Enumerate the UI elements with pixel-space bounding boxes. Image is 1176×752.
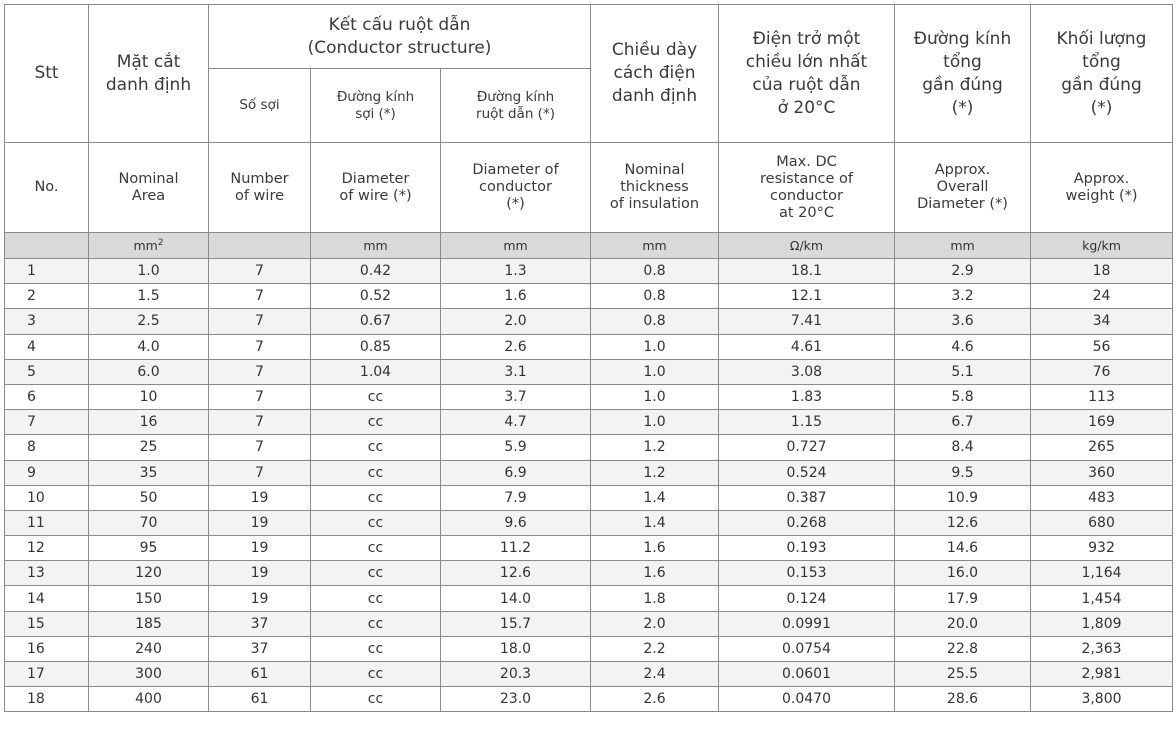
table-cell: 0.52 — [311, 284, 441, 309]
table-row — [5, 334, 1173, 359]
table-cell: 19 — [209, 485, 311, 510]
table-cell: 240 — [89, 636, 209, 661]
header-num-wire-en: Number of wire — [209, 143, 311, 233]
header-nominal-area-vi: Mặt cắt danh định — [89, 5, 209, 143]
table-cell: 0.0991 — [719, 611, 895, 636]
table-cell: cc — [311, 586, 441, 611]
table-cell: 7 — [209, 410, 311, 435]
table-cell: 0.727 — [719, 435, 895, 460]
table-cell: 12 — [5, 536, 89, 561]
table-cell: 0.0754 — [719, 636, 895, 661]
table-cell: 6.9 — [441, 460, 591, 485]
table-cell: 2,981 — [1031, 662, 1173, 687]
header-weight-en: Approx. weight (*) — [1031, 143, 1173, 233]
table-cell: 18.1 — [719, 259, 895, 284]
table-cell: 17.9 — [895, 586, 1031, 611]
table-cell: 1.6 — [591, 561, 719, 586]
table-cell: cc — [311, 561, 441, 586]
table-cell: 185 — [89, 611, 209, 636]
table-cell: 15.7 — [441, 611, 591, 636]
table-cell: 9 — [5, 460, 89, 485]
table-cell: 5 — [5, 359, 89, 384]
unit-cell: mm — [895, 233, 1031, 259]
table-cell: 113 — [1031, 384, 1173, 409]
table-cell: 25 — [89, 435, 209, 460]
table-cell: cc — [311, 485, 441, 510]
table-cell: 9.6 — [441, 510, 591, 535]
table-cell: cc — [311, 460, 441, 485]
table-cell: 0.268 — [719, 510, 895, 535]
table-row — [5, 410, 1173, 435]
table-cell: 37 — [209, 611, 311, 636]
table-cell: 6.0 — [89, 359, 209, 384]
table-cell: 15 — [5, 611, 89, 636]
table-cell: 0.0470 — [719, 687, 895, 712]
table-cell: 95 — [89, 536, 209, 561]
table-cell: 4.0 — [89, 334, 209, 359]
table-cell: 20.3 — [441, 662, 591, 687]
table-row — [5, 536, 1173, 561]
table-cell: 1.0 — [591, 384, 719, 409]
table-cell: 3.08 — [719, 359, 895, 384]
table-cell: 14.6 — [895, 536, 1031, 561]
table-cell: 8.4 — [895, 435, 1031, 460]
header-num-wire-vi: Số sợi — [209, 69, 311, 143]
table-cell: 23.0 — [441, 687, 591, 712]
table-cell: 120 — [89, 561, 209, 586]
table-cell: 169 — [1031, 410, 1173, 435]
table-cell: 1.3 — [441, 259, 591, 284]
table-cell: 1,164 — [1031, 561, 1173, 586]
table-cell: 1.6 — [591, 536, 719, 561]
table-row — [5, 485, 1173, 510]
table-cell: cc — [311, 662, 441, 687]
table-cell: 3.1 — [441, 359, 591, 384]
table-cell: 0.8 — [591, 259, 719, 284]
table-cell: 2.4 — [591, 662, 719, 687]
table-cell: 12.6 — [895, 510, 1031, 535]
table-cell: 1.2 — [591, 435, 719, 460]
table-row — [5, 259, 1173, 284]
unit-cell: mm — [441, 233, 591, 259]
table-cell: 19 — [209, 510, 311, 535]
header-resistance-vi: Điện trở một chiều lớn nhất của ruột dẫn ở 20°C — [719, 5, 895, 143]
table-cell: 35 — [89, 460, 209, 485]
table-cell: 3 — [5, 309, 89, 334]
table-cell: 1.8 — [591, 586, 719, 611]
unit-cell — [5, 233, 89, 259]
table-cell: 2.2 — [591, 636, 719, 661]
table-cell: 19 — [209, 536, 311, 561]
table-cell: 0.124 — [719, 586, 895, 611]
table-cell: 17 — [5, 662, 89, 687]
table-cell: 34 — [1031, 309, 1173, 334]
table-cell: cc — [311, 410, 441, 435]
table-cell: 4.7 — [441, 410, 591, 435]
table-cell: 1.0 — [89, 259, 209, 284]
header-diameter-wire-vi: Đường kính sợi (*) — [311, 69, 441, 143]
header-diameter-wire-en: Diameter of wire (*) — [311, 143, 441, 233]
table-cell: 7 — [209, 435, 311, 460]
table-cell: 5.9 — [441, 435, 591, 460]
table-cell: 9.5 — [895, 460, 1031, 485]
table-cell: 16 — [89, 410, 209, 435]
table-cell: 2.5 — [89, 309, 209, 334]
header-overall-diameter-vi: Đường kính tổng gần đúng (*) — [895, 5, 1031, 143]
table-cell: 2.6 — [591, 687, 719, 712]
table-cell: cc — [311, 384, 441, 409]
table-cell: 16.0 — [895, 561, 1031, 586]
table-cell: 7 — [209, 460, 311, 485]
table-cell: 3.6 — [895, 309, 1031, 334]
table-cell: 7 — [209, 334, 311, 359]
table-cell: 1.5 — [89, 284, 209, 309]
table-row — [5, 662, 1173, 687]
units-row — [5, 233, 1173, 259]
table-row — [5, 284, 1173, 309]
table-cell: 0.387 — [719, 485, 895, 510]
table-cell: 3,800 — [1031, 687, 1173, 712]
table-cell: 1,454 — [1031, 586, 1173, 611]
table-body — [5, 259, 1173, 712]
table-cell: 2.9 — [895, 259, 1031, 284]
table-row — [5, 561, 1173, 586]
header-insulation-vi: Chiều dày cách điện danh định — [591, 5, 719, 143]
header-conductor-structure: Kết cấu ruột dẫn (Conductor structure) — [209, 5, 591, 69]
table-cell: 70 — [89, 510, 209, 535]
table-row — [5, 636, 1173, 661]
table-cell: 14.0 — [441, 586, 591, 611]
table-cell: 7 — [209, 284, 311, 309]
table-cell: 61 — [209, 687, 311, 712]
table-cell: 37 — [209, 636, 311, 661]
table-cell: 1 — [5, 259, 89, 284]
table-cell: 0.524 — [719, 460, 895, 485]
table-cell: 16 — [5, 636, 89, 661]
table-row — [5, 309, 1173, 334]
table-cell: 400 — [89, 687, 209, 712]
table-cell: 150 — [89, 586, 209, 611]
table-cell: cc — [311, 636, 441, 661]
table-cell: 56 — [1031, 334, 1173, 359]
table-cell: 1.15 — [719, 410, 895, 435]
table-cell: 13 — [5, 561, 89, 586]
table-row — [5, 460, 1173, 485]
table-cell: 1.4 — [591, 510, 719, 535]
table-row — [5, 435, 1173, 460]
table-cell: 10.9 — [895, 485, 1031, 510]
table-cell: 8 — [5, 435, 89, 460]
table-cell: 1.04 — [311, 359, 441, 384]
unit-cell: mm — [311, 233, 441, 259]
table-cell: 76 — [1031, 359, 1173, 384]
table-cell: 7.9 — [441, 485, 591, 510]
table-cell: 2.6 — [441, 334, 591, 359]
table-cell: 265 — [1031, 435, 1173, 460]
table-cell: 7.41 — [719, 309, 895, 334]
table-cell: 28.6 — [895, 687, 1031, 712]
table-row — [5, 586, 1173, 611]
table-cell: 7 — [5, 410, 89, 435]
table-cell: 1.6 — [441, 284, 591, 309]
table-cell: 4.6 — [895, 334, 1031, 359]
table-cell: 0.85 — [311, 334, 441, 359]
table-cell: 1.0 — [591, 410, 719, 435]
unit-cell-area: $mm^2$ — [89, 233, 209, 259]
unit-cell: kg/km — [1031, 233, 1173, 259]
table-cell: 7 — [209, 384, 311, 409]
table-cell: 25.5 — [895, 662, 1031, 687]
table-cell: 360 — [1031, 460, 1173, 485]
table-row — [5, 611, 1173, 636]
table-cell: 3.7 — [441, 384, 591, 409]
table-cell: 22.8 — [895, 636, 1031, 661]
table-cell: 7 — [209, 309, 311, 334]
table-cell: 2,363 — [1031, 636, 1173, 661]
header-no-en: No. — [5, 143, 89, 233]
table-cell: 0.153 — [719, 561, 895, 586]
table-cell: 2.0 — [591, 611, 719, 636]
table-cell: cc — [311, 510, 441, 535]
header-stt: Stt — [5, 5, 89, 143]
table-cell: cc — [311, 435, 441, 460]
header-insulation-en: Nominal thickness of insulation — [591, 143, 719, 233]
table-row — [5, 510, 1173, 535]
table-cell: 680 — [1031, 510, 1173, 535]
table-cell: 1.4 — [591, 485, 719, 510]
table-cell: 18.0 — [441, 636, 591, 661]
header-diameter-conductor-en: Diameter of conductor (*) — [441, 143, 591, 233]
table-cell: 20.0 — [895, 611, 1031, 636]
table-cell: 12.1 — [719, 284, 895, 309]
table-cell: 19 — [209, 561, 311, 586]
table-cell: 2 — [5, 284, 89, 309]
table-cell: 6.7 — [895, 410, 1031, 435]
unit-cell: Ω/km — [719, 233, 895, 259]
table-row — [5, 687, 1173, 712]
header-diameter-conductor-vi: Đường kính ruột dẫn (*) — [441, 69, 591, 143]
table-cell: 14 — [5, 586, 89, 611]
table-cell: 3.2 — [895, 284, 1031, 309]
table-cell: 300 — [89, 662, 209, 687]
cable-spec-table — [4, 4, 1173, 712]
table-cell: cc — [311, 687, 441, 712]
table-cell: 4.61 — [719, 334, 895, 359]
table-cell: 10 — [5, 485, 89, 510]
header-resistance-en: Max. DC resistance of conductor at 20°C — [719, 143, 895, 233]
table-cell: 5.1 — [895, 359, 1031, 384]
table-cell: 1.83 — [719, 384, 895, 409]
table-cell: 0.193 — [719, 536, 895, 561]
header-weight-vi: Khối lượng tổng gần đúng (*) — [1031, 5, 1173, 143]
table-cell: 11.2 — [441, 536, 591, 561]
table-cell: 19 — [209, 586, 311, 611]
table-cell: 2.0 — [441, 309, 591, 334]
unit-cell — [209, 233, 311, 259]
table-cell: 1.0 — [591, 359, 719, 384]
table-cell: 7 — [209, 259, 311, 284]
table-cell: 1,809 — [1031, 611, 1173, 636]
table-cell: 18 — [5, 687, 89, 712]
table-cell: 932 — [1031, 536, 1173, 561]
header-overall-diameter-en: Approx. Overall Diameter (*) — [895, 143, 1031, 233]
table-cell: 7 — [209, 359, 311, 384]
header-nominal-area-en: Nominal Area — [89, 143, 209, 233]
table-cell: 5.8 — [895, 384, 1031, 409]
table-cell: 483 — [1031, 485, 1173, 510]
table-cell: 18 — [1031, 259, 1173, 284]
table-cell: 11 — [5, 510, 89, 535]
table-cell: 6 — [5, 384, 89, 409]
table-cell: cc — [311, 536, 441, 561]
table-cell: 4 — [5, 334, 89, 359]
table-cell: 0.8 — [591, 284, 719, 309]
table-cell: 50 — [89, 485, 209, 510]
table-cell: 1.2 — [591, 460, 719, 485]
unit-cell: mm — [591, 233, 719, 259]
table-cell: 61 — [209, 662, 311, 687]
table-cell: 0.42 — [311, 259, 441, 284]
table-cell: cc — [311, 611, 441, 636]
table-cell: 0.0601 — [719, 662, 895, 687]
table-row — [5, 359, 1173, 384]
table-cell: 12.6 — [441, 561, 591, 586]
table-cell: 24 — [1031, 284, 1173, 309]
table-cell: 0.8 — [591, 309, 719, 334]
table-row — [5, 384, 1173, 409]
table-cell: 10 — [89, 384, 209, 409]
table-cell: 1.0 — [591, 334, 719, 359]
table-cell: 0.67 — [311, 309, 441, 334]
